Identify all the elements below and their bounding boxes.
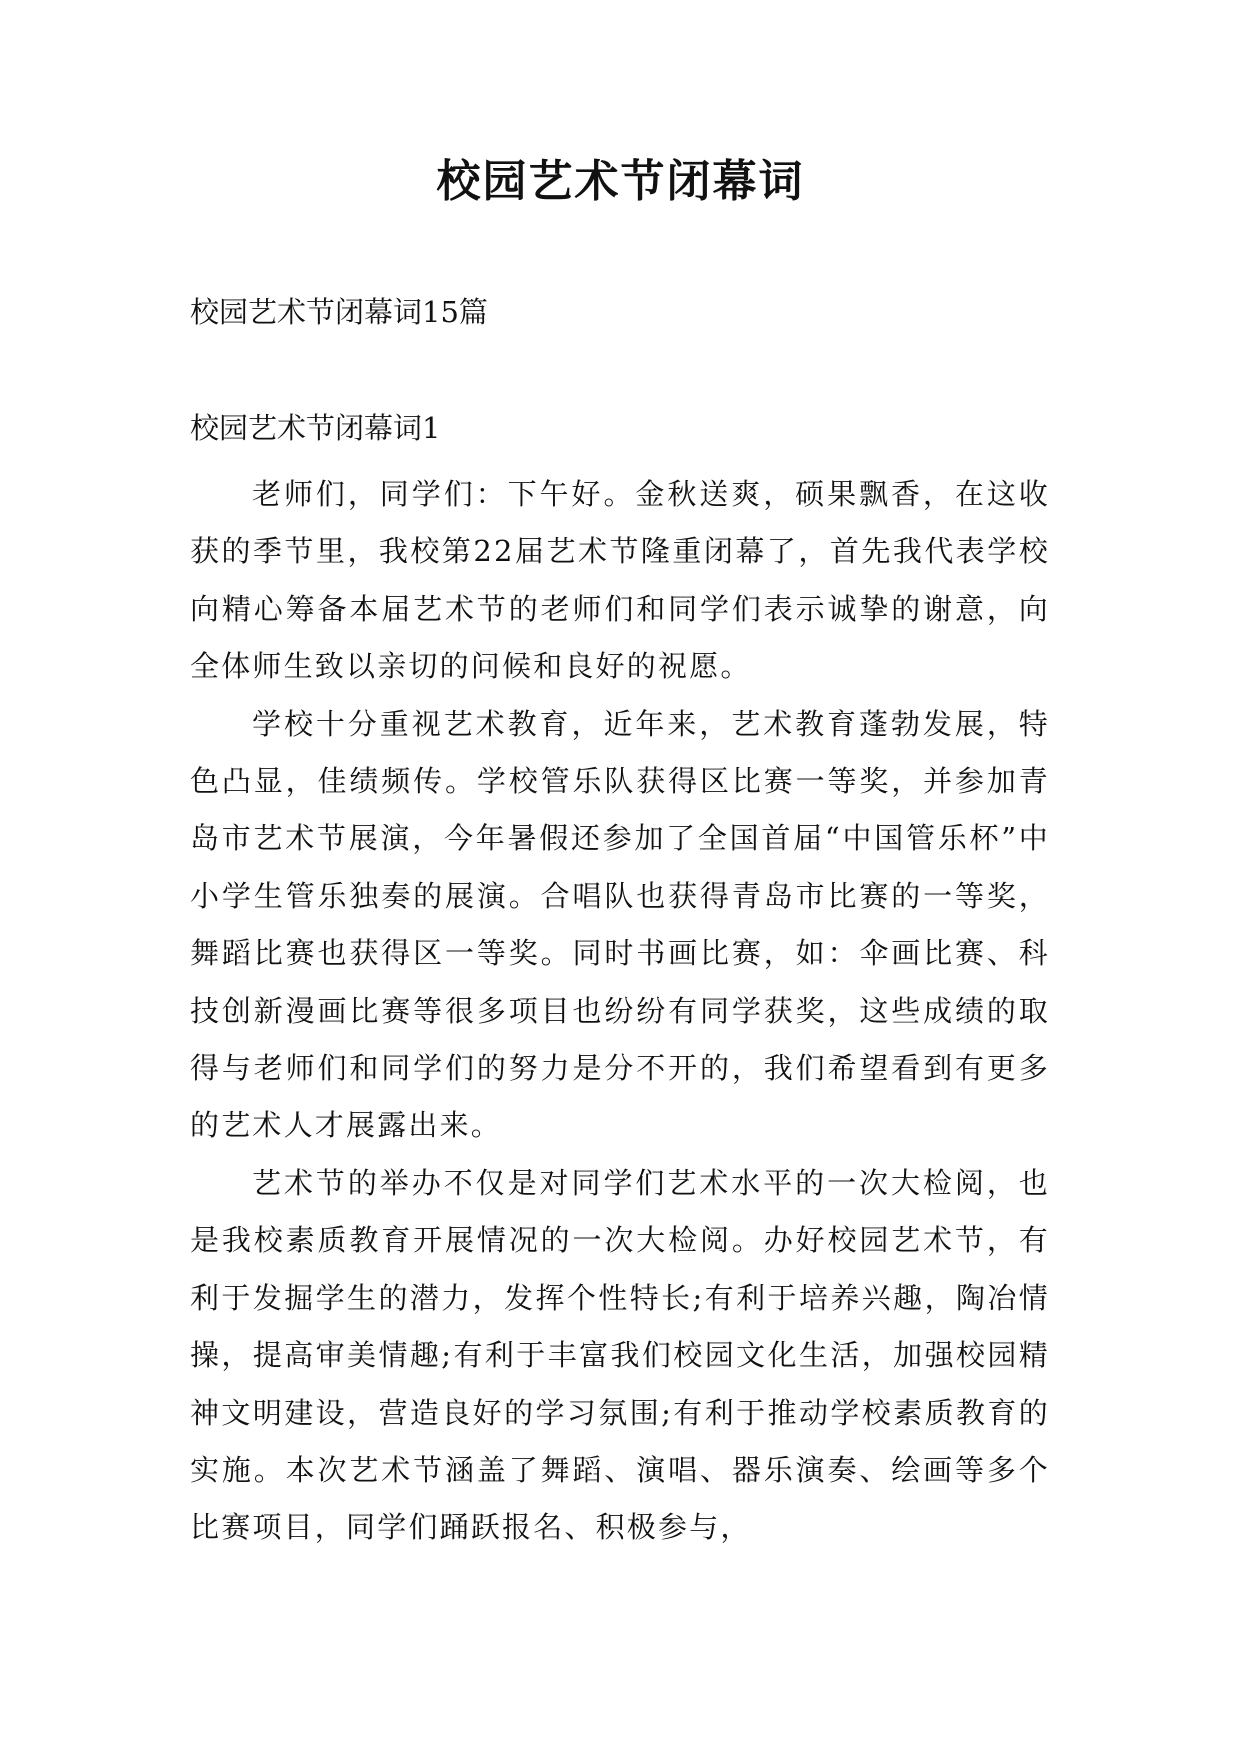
section-heading: 校园艺术节闭幕词1 bbox=[190, 411, 441, 445]
body-paragraph: 学校十分重视艺术教育，近年来，艺术教育蓬勃发展，特色凸显，佳绩频传。学校管乐队获得区比赛一等奖，并参加青岛市艺术节展演，今年暑假还参加了全国首届“中国管乐杯”中小学生管乐独奏的展演。合唱队也获得青岛市比赛的一等奖，舞蹈比赛也获得区一等奖。同时书画比赛，如：伞画比赛、科技创新漫画比赛等很多项目也纷纷有同学获奖，这些成绩的取得与老师们和同学们的努力是分不开的，我们希望看到有更多的艺术人才展露出来。 bbox=[190, 706, 1050, 1143]
body-paragraph: 艺术节的举办不仅是对同学们艺术水平的一次大检阅，也是我校素质教育开展情况的一次大检阅。办好校园艺术节，有利于发掘学生的潜力，发挥个性特长;有利于培养兴趣，陶冶情操，提高审美情趣;有利于丰富我们校园文化生活，加强校园精神文明建设，营造良好的学习氛围;有利于推动学校素质教育的实施。本次艺术节涵盖了舞蹈、演唱、器乐演奏、绘画等多个比赛项目，同学们踊跃报名、积极参与， bbox=[190, 1165, 1050, 1545]
document-subtitle: 校园艺术节闭幕词15篇 bbox=[190, 295, 488, 329]
document-title: 校园艺术节闭幕词 bbox=[436, 156, 805, 207]
document-body bbox=[190, 466, 1050, 1557]
body-paragraph: 老师们，同学们：下午好。金秋送爽，硕果飘香，在这收获的季节里，我校第22届艺术节隆重闭幕了，首先我代表学校向精心筹备本届艺术节的老师们和同学们表示诚挚的谢意，向全体师生致以亲切的问候和良好的祝愿。 bbox=[190, 477, 1050, 684]
